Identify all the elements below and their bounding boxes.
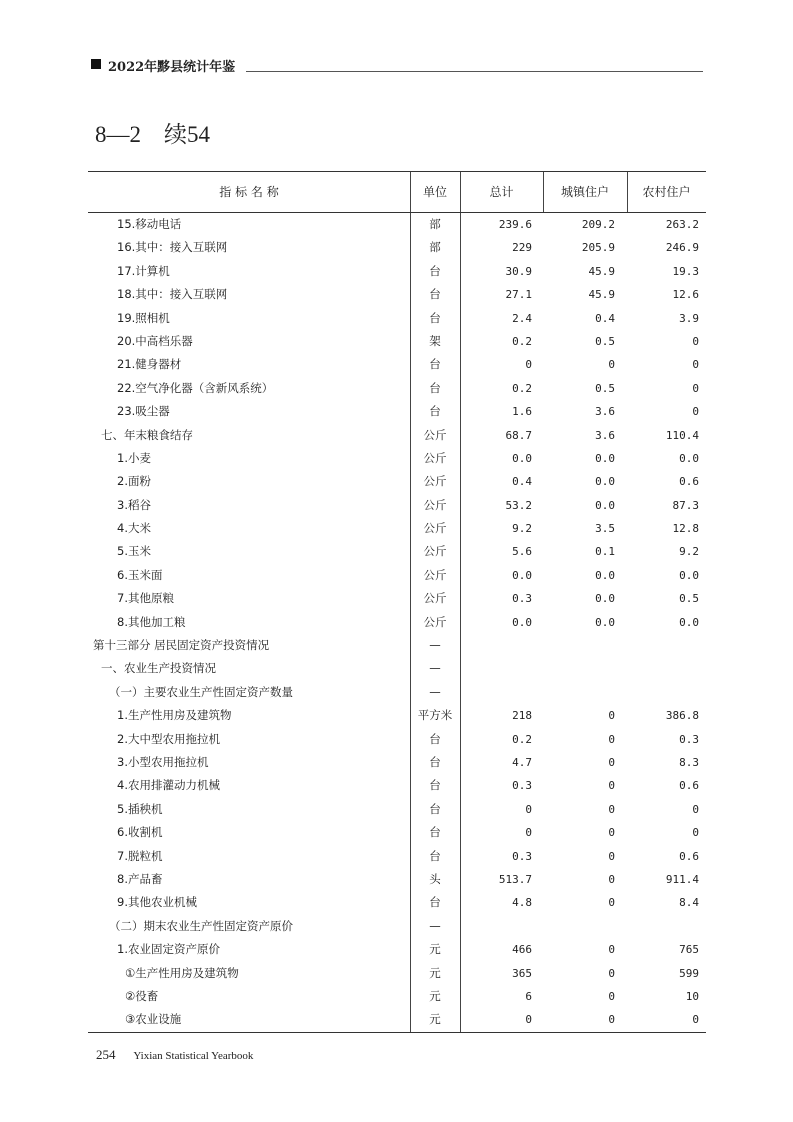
table-row (88, 330, 706, 353)
row-name: 5.玉米 (117, 544, 151, 559)
row-unit: 部 (429, 217, 441, 231)
table-row (88, 915, 706, 938)
row-urban: 0 (608, 849, 615, 863)
row-rural: 3.9 (679, 311, 699, 325)
header-divider (410, 172, 411, 212)
row-rural: 0 (692, 358, 699, 372)
table-row (88, 868, 706, 891)
table-row (88, 377, 706, 400)
row-name: 2.面粉 (117, 474, 151, 489)
row-total: 0.0 (512, 451, 532, 465)
col-header-name: 指 标 名 称 (219, 185, 279, 199)
row-urban: 0 (608, 779, 615, 793)
table-row (88, 704, 706, 727)
row-total: 0.2 (512, 732, 532, 746)
row-total: 513.7 (498, 872, 532, 886)
table-row (88, 751, 706, 774)
table-row (88, 774, 706, 797)
row-urban: 0 (608, 1013, 615, 1027)
table-row (88, 798, 706, 821)
row-urban: 45.9 (588, 288, 615, 302)
row-unit: 台 (429, 848, 441, 863)
row-unit: 元 (429, 942, 441, 957)
table-row (88, 938, 706, 961)
table-row (88, 400, 706, 423)
col-header-rural: 农村住户 (642, 185, 691, 199)
table-row (88, 494, 706, 517)
row-unit: 台 (429, 825, 441, 840)
row-unit: 台 (429, 357, 441, 372)
row-unit: 元 (429, 988, 441, 1003)
row-rural: 8.3 (679, 755, 699, 769)
table-row (88, 540, 706, 563)
table-row (88, 260, 706, 283)
row-rural: 0.6 (679, 849, 699, 863)
row-urban: 3.6 (595, 428, 615, 442)
row-urban: 3.5 (595, 522, 615, 536)
row-total: 0.0 (512, 568, 532, 582)
table-title: 8—2 续54 (95, 122, 210, 147)
row-rural: 12.8 (672, 522, 699, 536)
row-unit: 头 (429, 871, 441, 886)
row-unit: 公斤 (423, 614, 447, 629)
row-name: 9.其他农业机械 (117, 895, 197, 910)
table-body (88, 213, 706, 1033)
row-name: 5.插秧机 (117, 801, 163, 816)
row-rural: 10 (685, 989, 699, 1003)
row-name: 23.吸尘器 (117, 404, 170, 419)
footer-book-title: Yixian Statistical Yearbook (133, 1050, 254, 1062)
row-total: 4.7 (512, 755, 532, 769)
table-row (88, 681, 706, 704)
row-unit: 台 (429, 731, 441, 746)
row-name: 一、农业生产投资情况 (101, 661, 216, 676)
row-unit: 台 (429, 287, 441, 302)
row-name: 22.空气净化器（含新风系统） (117, 380, 274, 395)
row-unit: 台 (429, 895, 441, 910)
row-total: 0 (525, 1013, 532, 1027)
col-header-total: 总计 (489, 185, 514, 199)
row-name: （一）主要农业生产性固定资产数量 (109, 684, 293, 699)
row-name: 4.农用排灌动力机械 (117, 778, 220, 793)
row-total: 5.6 (512, 545, 532, 559)
row-urban: 0 (608, 896, 615, 910)
yearbook-title: 2022年黟县统计年鉴 (108, 60, 236, 75)
row-name: 7.其他原粮 (117, 591, 174, 606)
row-urban: 0.4 (595, 311, 615, 325)
row-urban: 0.0 (595, 451, 615, 465)
table-row (88, 821, 706, 844)
row-unit: 部 (429, 240, 441, 255)
row-rural: 0 (692, 1013, 699, 1027)
row-total: 239.6 (498, 218, 532, 231)
row-urban: 0.0 (595, 498, 615, 512)
table-row (88, 962, 706, 985)
row-unit: 公斤 (423, 497, 447, 512)
row-unit: 台 (429, 404, 441, 419)
table-row (88, 728, 706, 751)
row-rural: 0 (692, 405, 699, 419)
row-rural: 8.4 (679, 896, 699, 910)
row-rural: 87.3 (672, 498, 699, 512)
row-unit: 台 (429, 801, 441, 816)
row-name: 6.收割机 (117, 825, 163, 840)
row-total: 4.8 (512, 896, 532, 910)
row-name: 七、年末粮食结存 (101, 427, 193, 442)
row-unit: 台 (429, 380, 441, 395)
row-rural: 0.0 (679, 568, 699, 582)
header-divider (543, 172, 544, 212)
table-row (88, 657, 706, 680)
row-rural: 19.3 (672, 264, 699, 278)
table-row (88, 470, 706, 493)
row-total: 9.2 (512, 522, 532, 536)
row-name: 3.稻谷 (117, 497, 151, 512)
table-row (88, 564, 706, 587)
row-unit: 公斤 (423, 544, 447, 559)
table-row (88, 634, 706, 657)
row-urban: 205.9 (581, 241, 615, 255)
row-name: 20.中高档乐器 (117, 333, 193, 348)
row-unit: — (429, 638, 441, 653)
row-rural: 765 (679, 943, 699, 957)
row-rural: 0 (692, 826, 699, 840)
row-urban: 0 (608, 802, 615, 816)
row-total: 30.9 (505, 264, 532, 278)
row-rural: 0 (692, 802, 699, 816)
row-unit: 台 (429, 778, 441, 793)
table-row (88, 353, 706, 376)
table-row (88, 985, 706, 1008)
row-urban: 0 (608, 989, 615, 1003)
row-rural: 0.0 (679, 615, 699, 629)
row-urban: 0 (608, 966, 615, 980)
row-unit: 台 (429, 263, 441, 278)
table-row (88, 236, 706, 259)
row-total: 365 (512, 966, 532, 980)
row-total: 0 (525, 826, 532, 840)
page-footer (96, 1047, 253, 1063)
row-name: 4.大米 (117, 521, 151, 536)
row-name: 8.产品畜 (117, 871, 163, 886)
row-rural: 12.6 (672, 288, 699, 302)
row-rural: 0.6 (679, 475, 699, 489)
row-total: 0.0 (512, 615, 532, 629)
row-unit: 平方米 (417, 708, 453, 723)
row-rural: 0.3 (679, 732, 699, 746)
row-total: 0.3 (512, 592, 532, 606)
table-row (88, 1008, 706, 1031)
row-unit: 公斤 (423, 427, 447, 442)
row-unit: 公斤 (423, 450, 447, 465)
row-urban: 0.0 (595, 475, 615, 489)
row-name: 8.其他加工粮 (117, 614, 186, 629)
table-row (88, 517, 706, 540)
row-urban: 209.2 (581, 218, 615, 231)
row-unit: 台 (429, 310, 441, 325)
row-total: 6 (525, 989, 532, 1003)
running-header (91, 56, 703, 76)
row-name: 7.脱粒机 (117, 848, 163, 863)
header-divider (460, 172, 461, 212)
header-square-icon (91, 59, 101, 69)
col-header-urban: 城镇住户 (560, 185, 609, 199)
row-total: 0 (525, 802, 532, 816)
row-total: 229 (512, 241, 532, 255)
row-rural: 386.8 (665, 709, 699, 723)
row-name: 17.计算机 (117, 263, 170, 278)
table-header (88, 171, 706, 213)
row-rural: 110.4 (665, 428, 699, 442)
table-row (88, 283, 706, 306)
row-unit: 公斤 (423, 567, 447, 582)
row-total: 0.2 (512, 381, 532, 395)
row-name: 1.生产性用房及建筑物 (117, 708, 232, 723)
row-urban: 0 (608, 358, 615, 372)
table-row (88, 447, 706, 470)
row-rural: 263.2 (665, 218, 699, 231)
row-urban: 0.5 (595, 334, 615, 348)
row-urban: 0.0 (595, 568, 615, 582)
header-rule (246, 71, 703, 72)
row-total: 0.3 (512, 779, 532, 793)
row-urban: 0 (608, 943, 615, 957)
row-name: 3.小型农用拖拉机 (117, 754, 209, 769)
row-rural: 599 (679, 966, 699, 980)
row-total: 0.2 (512, 334, 532, 348)
col-header-unit: 单位 (422, 185, 447, 199)
row-unit: 台 (429, 754, 441, 769)
table-row (88, 213, 706, 236)
row-unit: 架 (429, 333, 441, 348)
row-urban: 0.5 (595, 381, 615, 395)
row-name: 18.其中：接入互联网 (117, 287, 228, 302)
row-urban: 0 (608, 709, 615, 723)
row-urban: 0.0 (595, 615, 615, 629)
row-name: 15.移动电话 (117, 217, 182, 231)
row-total: 0 (525, 358, 532, 372)
row-name: 1.小麦 (117, 450, 151, 465)
row-name: 16.其中：接入互联网 (117, 240, 228, 255)
row-name: ①生产性用房及建筑物 (125, 965, 239, 980)
row-unit: 元 (429, 1012, 441, 1027)
row-urban: 0.1 (595, 545, 615, 559)
row-unit: 元 (429, 965, 441, 980)
table-row (88, 891, 706, 914)
row-total: 53.2 (505, 498, 532, 512)
row-name: 6.玉米面 (117, 567, 163, 582)
row-unit: 公斤 (423, 591, 447, 606)
row-name: ③农业设施 (125, 1012, 182, 1027)
row-total: 466 (512, 943, 532, 957)
row-total: 27.1 (505, 288, 532, 302)
header-divider (627, 172, 628, 212)
page-number: 254 (96, 1047, 116, 1062)
row-rural: 9.2 (679, 545, 699, 559)
table-row (88, 424, 706, 447)
row-rural: 0.5 (679, 592, 699, 606)
row-unit: — (429, 918, 441, 933)
row-urban: 0.0 (595, 592, 615, 606)
row-unit: — (429, 661, 441, 676)
row-total: 0.3 (512, 849, 532, 863)
table-row (88, 587, 706, 610)
row-rural: 0 (692, 381, 699, 395)
statistics-table (88, 171, 706, 1033)
row-total: 218 (512, 709, 532, 723)
row-rural: 246.9 (665, 241, 699, 255)
table-row (88, 307, 706, 330)
row-name: ②役畜 (125, 988, 159, 1003)
row-name: 1.农业固定资产原价 (117, 942, 220, 957)
row-total: 0.4 (512, 475, 532, 489)
row-urban: 0 (608, 872, 615, 886)
row-rural: 0.0 (679, 451, 699, 465)
row-urban: 0 (608, 732, 615, 746)
row-total: 1.6 (512, 405, 532, 419)
row-rural: 911.4 (665, 872, 699, 886)
row-urban: 45.9 (588, 264, 615, 278)
table-row (88, 611, 706, 634)
row-name: 2.大中型农用拖拉机 (117, 731, 220, 746)
row-urban: 0 (608, 755, 615, 769)
row-name: 第十三部分 居民固定资产投资情况 (93, 638, 270, 653)
row-rural: 0.6 (679, 779, 699, 793)
row-unit: 公斤 (423, 474, 447, 489)
row-urban: 3.6 (595, 405, 615, 419)
row-unit: — (429, 684, 441, 699)
row-name: 21.健身器材 (117, 357, 182, 372)
row-total: 68.7 (505, 428, 532, 442)
row-name: 19.照相机 (117, 310, 170, 325)
row-name: （二）期末农业生产性固定资产原价 (109, 918, 293, 933)
row-rural: 0 (692, 334, 699, 348)
table-row (88, 845, 706, 868)
row-urban: 0 (608, 826, 615, 840)
row-unit: 公斤 (423, 521, 447, 536)
row-total: 2.4 (512, 311, 532, 325)
